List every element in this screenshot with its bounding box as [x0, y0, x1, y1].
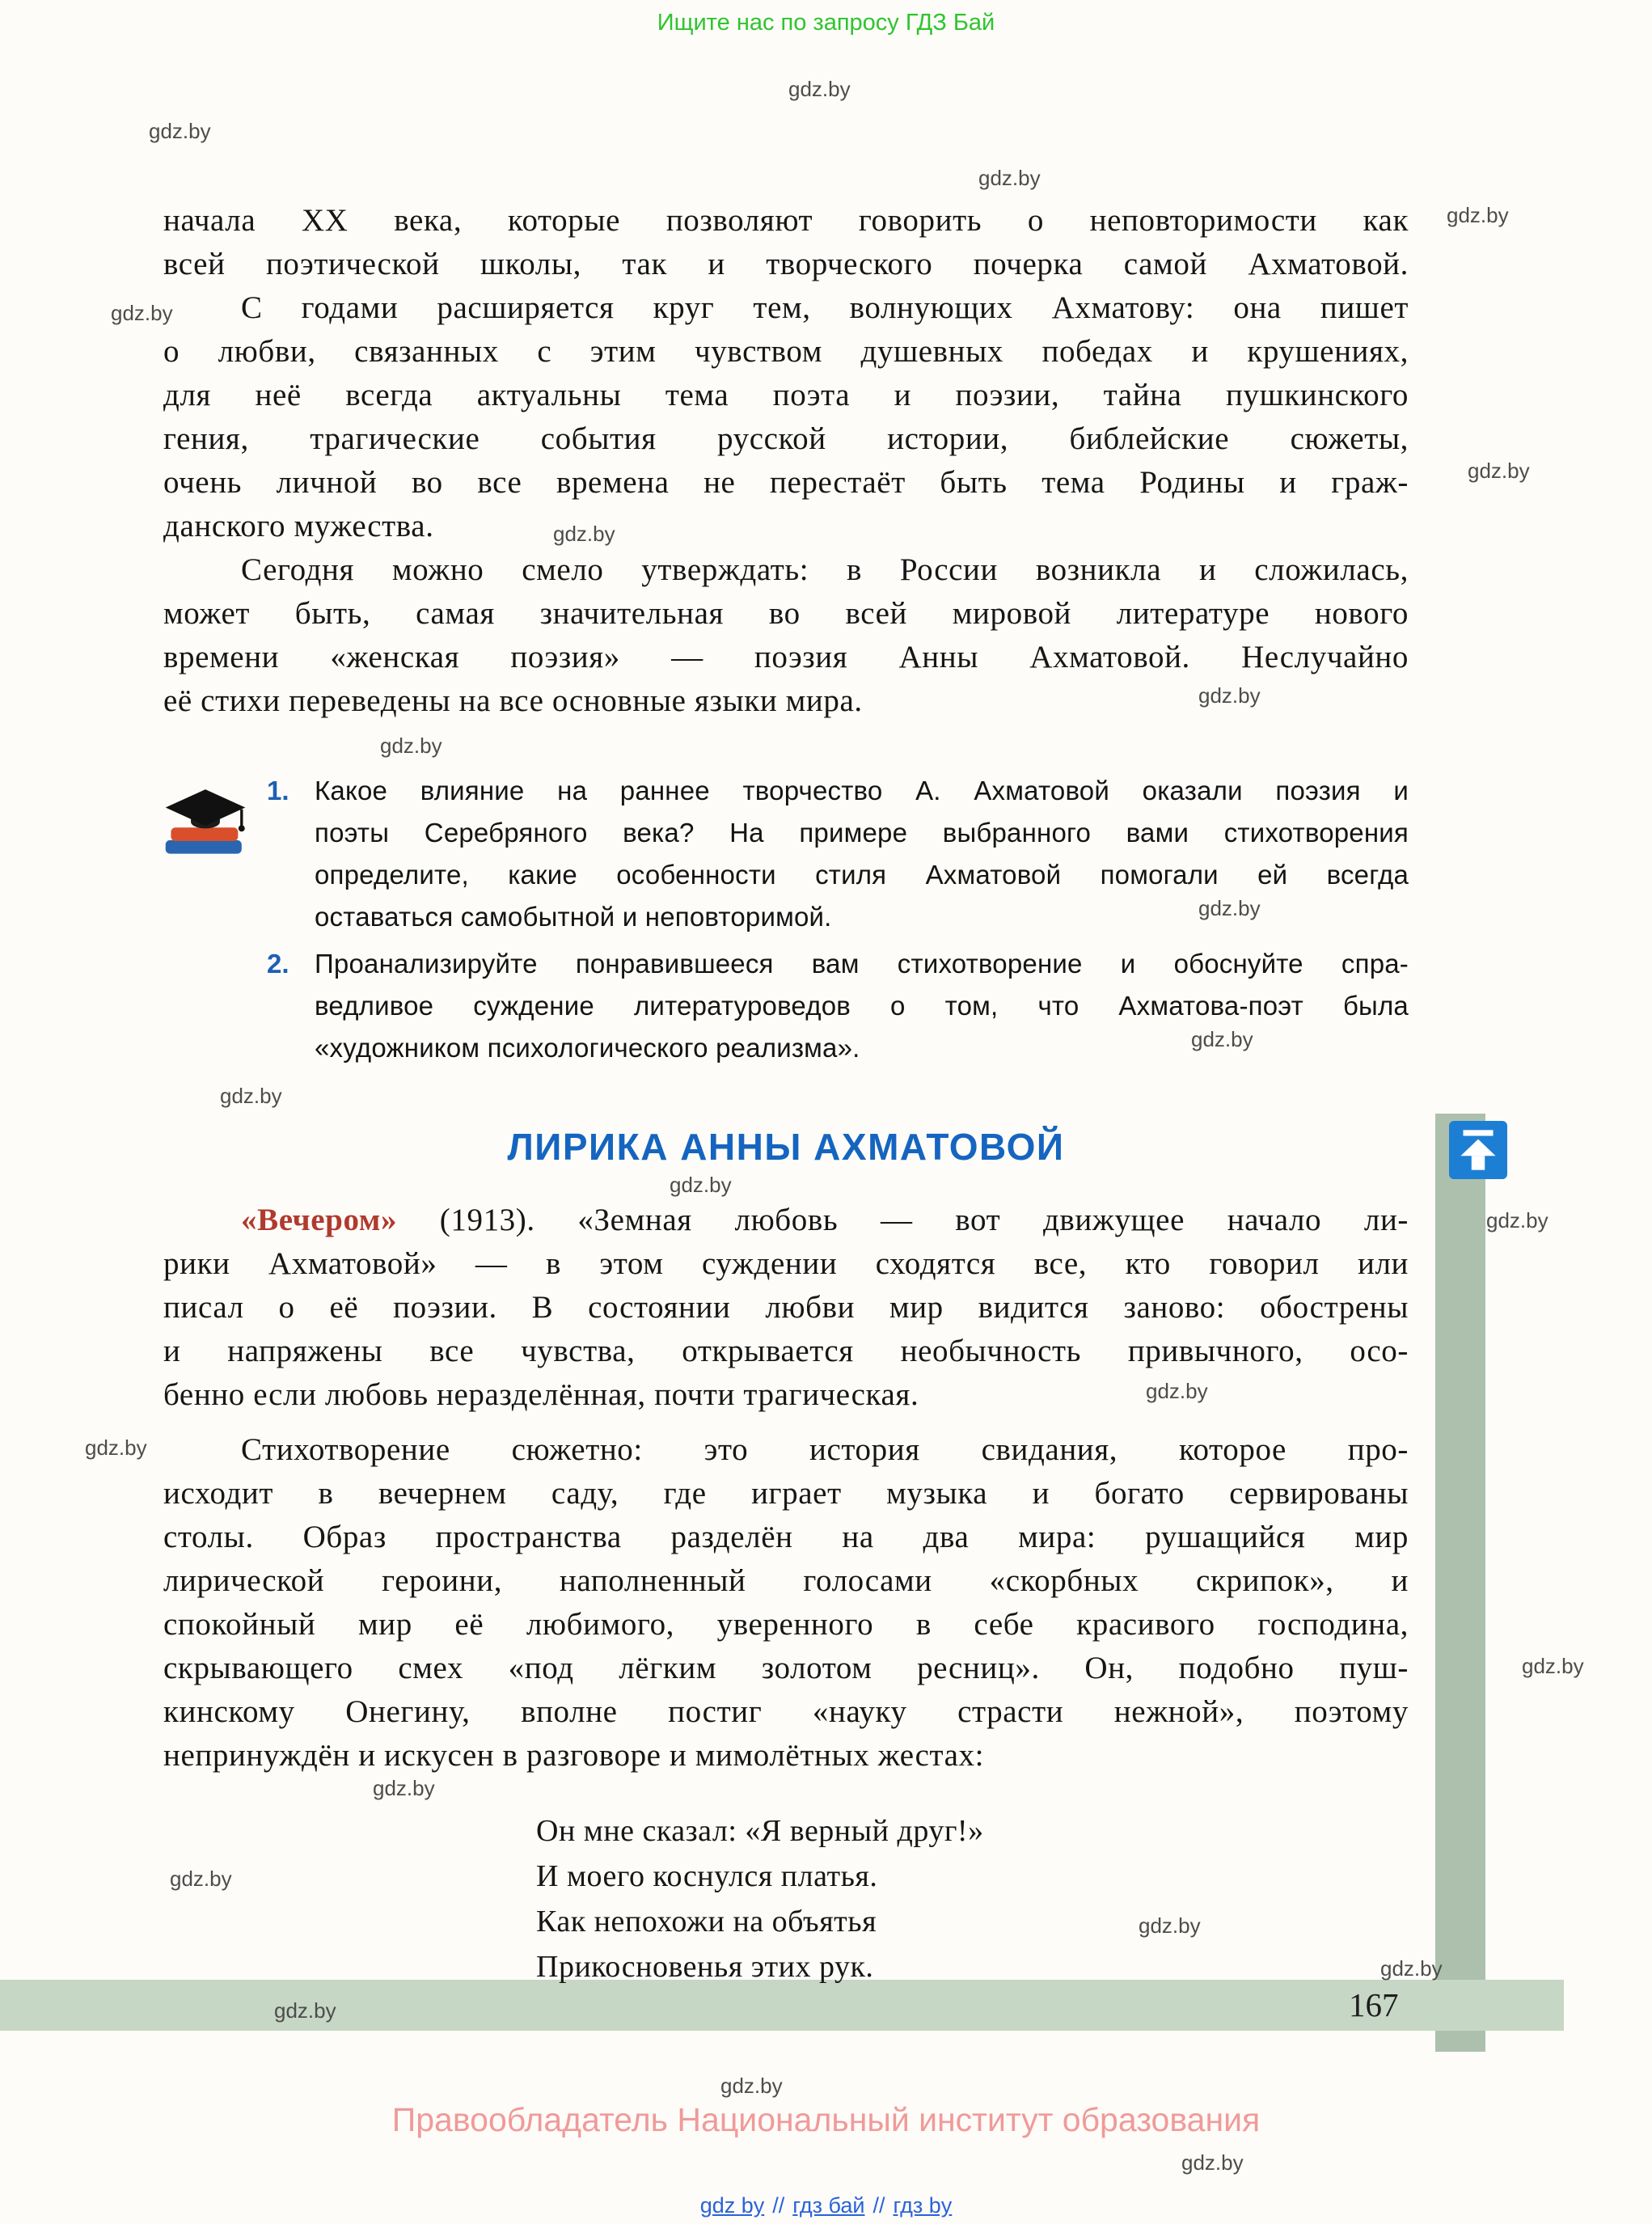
gdz-watermark: gdz.by [1198, 896, 1261, 920]
gdz-watermark: gdz.by [978, 166, 1041, 190]
gdz-watermark: gdz.by [1181, 2150, 1244, 2175]
text-line: рики Ахматовой» — в этом суждении сходятся все, кто говорил или [163, 1246, 1409, 1281]
question-number: 1. [267, 776, 289, 805]
page-number: 167 [1349, 1986, 1399, 2023]
footer-links [0, 2193, 1652, 2218]
question-number: 2. [267, 949, 289, 979]
gdz-watermark: gdz.by [274, 1998, 336, 2023]
text-line: гения, трагические события русской истории, библейские сюжеты, [163, 421, 1409, 456]
gdz-watermark: gdz.by [1380, 1956, 1443, 1981]
text-line: определите, какие особенности стиля Ахматовой помогали ей всегда [315, 860, 1409, 890]
scroll-to-top-button[interactable] [1449, 1121, 1507, 1179]
section-heading: ЛИРИКА АННЫ АХМАТОВОЙ [507, 1126, 1065, 1168]
paragraph-continuation [163, 1242, 1409, 1417]
gdz-watermark: gdz.by [1146, 1379, 1208, 1403]
text-line: С годами расширяется круг тем, волнующих Ахматову: она пишет [241, 290, 1409, 325]
footer-link-gdz-bai[interactable]: гдз бай [792, 2193, 865, 2218]
gdz-watermark: gdz.by [149, 119, 211, 143]
text-line: писал о её поэзии. В состоянии любви мир видится заново: обострены [163, 1290, 1409, 1325]
footer-link-gdz-by-1[interactable]: gdz by [699, 2193, 765, 2218]
gdz-watermark: gdz.by [111, 301, 173, 325]
text-line: её стихи переведены на все основные языки мира. [163, 683, 863, 718]
text-line: спокойный мир её любимого, уверенного в себе красивого господина, [163, 1607, 1409, 1642]
paragraph [163, 199, 1409, 286]
text-line: скрывающего смех «под лёгким золотом ресниц». Он, подобно пуш- [163, 1651, 1409, 1685]
text-line: Какое влияние на раннее творчество А. Ахматовой оказали поэзия и [315, 776, 1409, 805]
body-text [163, 199, 1409, 723]
text-line: Стихотворение сюжетно: это история свидания, которое про- [241, 1432, 1409, 1467]
text-line: И моего коснулся платья. [536, 1859, 878, 1893]
gdz-watermark: gdz.by [788, 77, 851, 101]
poem-title-lead: «Вечером» [241, 1203, 398, 1237]
text-line: всей поэтической школы, так и творческого почерка самой Ахматовой. [163, 247, 1409, 281]
text-line: о любви, связанных с этим чувством душевных победах и крушениях, [163, 334, 1409, 369]
link-separator: // [772, 2193, 785, 2218]
gdz-watermark: gdz.by [1468, 459, 1530, 483]
link-separator: // [872, 2193, 885, 2218]
gdz-watermark: gdz.by [1447, 203, 1509, 227]
gdz-watermark: gdz.by [1486, 1208, 1548, 1233]
gdz-watermark: gdz.by [170, 1867, 232, 1891]
text-line: ведливое суждение литературоведов о том, что Ахматова-поэт была [315, 991, 1409, 1021]
gdz-watermark: gdz.by [220, 1084, 282, 1108]
gdz-watermark: gdz.by [720, 2074, 783, 2098]
text-line: бенно если любовь неразделённая, почти трагическая. [163, 1377, 919, 1412]
text-line: оставаться самобытной и неповторимой. [315, 902, 832, 932]
text-line: непринуждён и искусен в разговоре и мимолётных жестах: [163, 1738, 985, 1773]
text-line: может быть, самая значительная во всей мировой литературе нового [163, 596, 1409, 631]
copyright-line: Правообладатель Национальный институт образования [391, 2101, 1261, 2138]
text-line: для неё всегда актуальны тема поэта и поэзии, тайна пушкинского [163, 378, 1409, 412]
text-line: начала XX века, которые позволяют говорить о неповторимости как [163, 203, 1409, 238]
gdz-watermark: gdz.by [1191, 1027, 1253, 1051]
gdz-watermark: gdz.by [380, 734, 442, 758]
text-line: лирической героини, наполненный голосами «скорбных скрипок», и [163, 1563, 1409, 1598]
site-banner: Ищите нас по запросу ГДЗ Бай [657, 10, 995, 36]
text-line: Как непохожи на объятья [536, 1905, 877, 1939]
scan-edge-band-vertical [1435, 1114, 1485, 2052]
text-line: столы. Образ пространства разделён на два мира: рушащийся мир [163, 1520, 1409, 1554]
gdz-watermark: gdz.by [1198, 683, 1261, 708]
text-line: данского мужества. [163, 509, 434, 543]
text-line: Прикосновенья этих рук. [536, 1950, 874, 1984]
text-line: очень личной во все времена не перестаёт быть тема Родины и граж- [163, 465, 1409, 500]
gdz-watermark: gdz.by [1522, 1654, 1584, 1678]
text-line [163, 1199, 1409, 1242]
text-line: времени «женская поэзия» — поэзия Анны Ахматовой. Неслучайно [163, 640, 1409, 674]
gdz-watermark: gdz.by [553, 522, 615, 546]
text-line: поэты Серебряного века? На примере выбранного вами стихотворения [315, 818, 1409, 848]
paragraph [163, 1428, 1409, 1778]
gdz-watermark: gdz.by [373, 1776, 435, 1800]
gdz-watermark: gdz.by [85, 1435, 147, 1460]
poem-quote [536, 1808, 984, 1989]
text-run: (1913). «Земная любовь — вот движущее начало ли- [397, 1203, 1409, 1237]
paragraph-vecherom [163, 1199, 1409, 1417]
gdz-watermark: gdz.by [1139, 1913, 1201, 1938]
gdz-watermark: gdz.by [670, 1173, 732, 1197]
text-line: кинскому Онегину, вполне постиг «науку страсти нежной», поэтому [163, 1694, 1409, 1729]
text-line: и напряжены все чувства, открывается необычность привычного, осо- [163, 1334, 1409, 1368]
text-line: исходит в вечернем саду, где играет музыка и богато сервированы [163, 1476, 1409, 1511]
text-line: Сегодня можно смело утверждать: в России возникла и сложилась, [241, 552, 1409, 587]
footer-link-gdz-by-2[interactable]: гдз by [893, 2193, 953, 2218]
text-line: Проанализируйте понравившееся вам стихотворение и обоснуйте спра- [315, 949, 1409, 979]
paragraph [163, 286, 1409, 548]
graduation-cap-books-icon [160, 773, 251, 864]
text-line: «художником психологического реализма». [315, 1033, 860, 1063]
text-line: Он мне сказал: «Я верный друг!» [536, 1814, 984, 1848]
